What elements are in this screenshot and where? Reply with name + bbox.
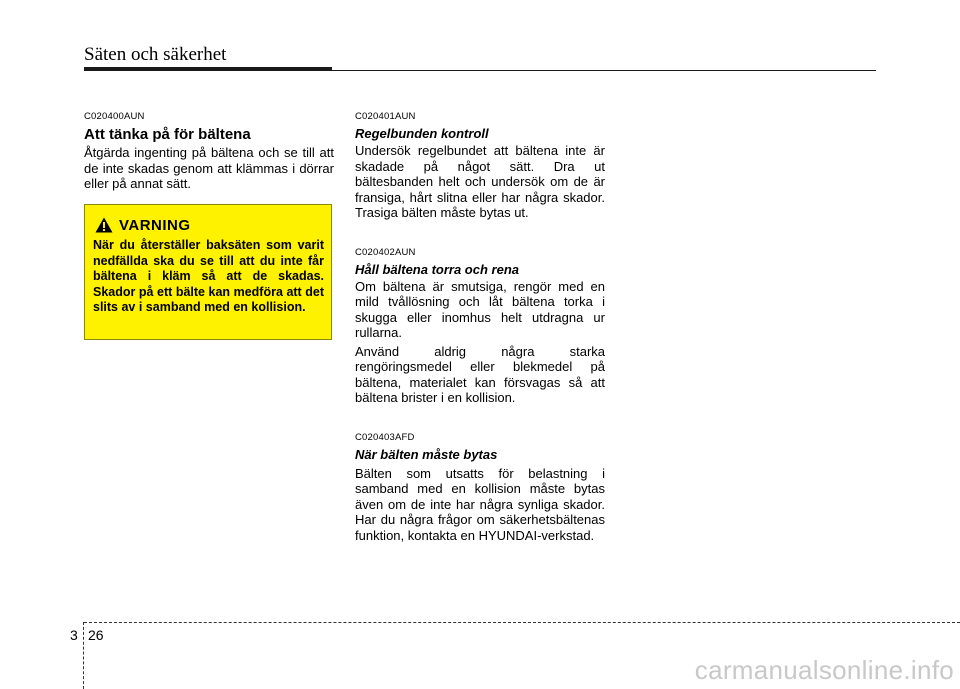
warning-text: När du återställer baksäten som varit nedfällda ska du se till att du inte får bältena i kläm så att de skadas. Skador på ett bälte kan medföra att det slits av i samband med en kollision. xyxy=(93,238,324,314)
warning-title: VARNING xyxy=(119,217,191,234)
section-paragraph: Undersök regelbundet att bältena inte är skadade på något sätt. Dra ut bältesbanden helt och undersök om de är fransiga, hårt slitna eller har några skador. Trasiga bälten måste bytas ut. xyxy=(355,143,605,220)
section-body: Åtgärda ingenting på bältena och se till att de inte skadas genom att klämmas i dörrar eller på annat sätt. xyxy=(84,145,334,191)
section-code: C020401AUN xyxy=(355,111,416,122)
section-subheading: Håll bältena torra och rena xyxy=(355,261,519,277)
chapter-number: 3 xyxy=(70,627,78,643)
section-heading: Att tänka på för bältena xyxy=(84,126,251,143)
section-regular-check xyxy=(355,111,605,221)
page-header-title: Säten och säkerhet xyxy=(84,44,227,65)
section-code: C020403AFD xyxy=(355,431,415,443)
section-replace-belts xyxy=(355,432,605,544)
section-subheading: Regelbunden kontroll xyxy=(355,126,489,141)
section-keep-clean xyxy=(355,247,605,406)
left-column xyxy=(84,111,334,192)
page-number: 26 xyxy=(88,627,104,643)
header-rule-thin xyxy=(332,70,876,71)
footer-rule xyxy=(84,622,960,623)
section-code: C020400AUN xyxy=(84,111,145,122)
section-subheading: När bälten måste bytas xyxy=(355,446,498,462)
warning-triangle-icon xyxy=(95,217,113,233)
right-column xyxy=(355,111,605,543)
watermark: carmanualsonline.info xyxy=(694,655,954,685)
footer-vertical-rule xyxy=(83,622,84,689)
section-code: C020402AUN xyxy=(355,246,416,258)
section-paragraph: Bälten som utsatts för belastning i samband med en kollision måste bytas även om de inte har några synliga skador. Har du några frågor om säkerhetsbältenas funktion, kontakta en HYUNDAI-verkstad. xyxy=(355,465,605,543)
section-paragraph: Om bältena är smutsiga, rengör med en mild tvållösning och låt bältena torka i skugga eller inomhus helt utdragna ur rullarna. xyxy=(355,278,605,340)
warning-box xyxy=(84,204,332,340)
header-rule-thick xyxy=(84,67,332,71)
section-paragraph: Använd aldrig några starka rengöringsmedel eller blekmedel på bältena, materialet kan försvagas så att bältena brister i en kollision. xyxy=(355,343,605,405)
